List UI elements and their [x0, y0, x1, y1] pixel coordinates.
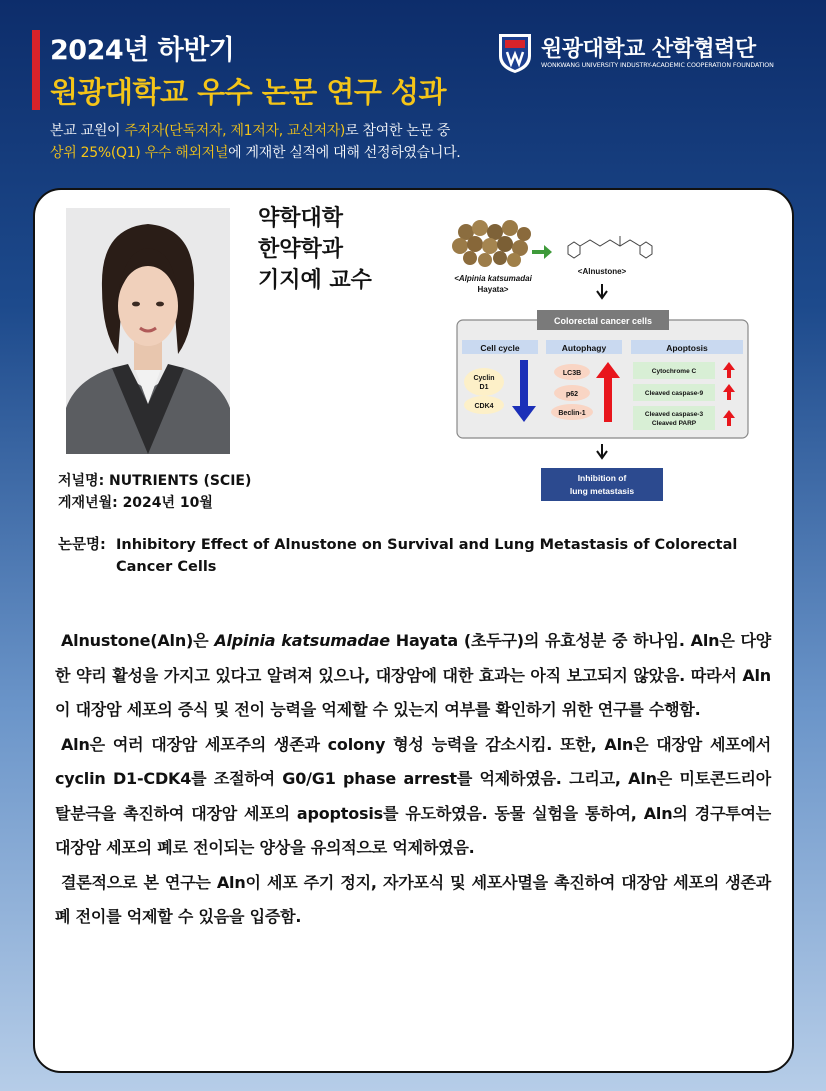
- result-line1: Inhibition of: [577, 473, 627, 483]
- casp9-label: Cleaved caspase-9: [644, 390, 704, 397]
- abstract-text: Hayata (초두구)의 유효성분 중 하나임. Aln은 다양한 약리 활성을 가지고 있다고 알려져 있으나, 대장암에 대한 효과는 아직 보고되지 않았음. 따라서 Aln이 대장암 세포의 증식 및 전이 능력을 억제할 수 있는지 여부를 확인하기 위한 연구를 수행함.: [55, 631, 771, 719]
- apoptosis-header: Apoptosis: [666, 343, 708, 353]
- parp-label: Cleaved PARP: [651, 420, 697, 427]
- page-title-year: 2024년 하반기: [50, 35, 235, 66]
- publication-date: 게재년월: 2024년 10월: [58, 495, 213, 511]
- intro-text-part: 로 참여한 논문 중: [345, 123, 451, 139]
- abstract: [55, 624, 771, 935]
- cell-cycle-header: Cell cycle: [480, 343, 520, 353]
- lc3b-label: LC3B: [562, 370, 582, 377]
- professor-photo: [66, 208, 230, 454]
- cytochrome-label: Cytochrome C: [651, 368, 697, 375]
- intro-text: [50, 120, 460, 164]
- abstract-paragraph: 결론적으로 본 연구는 Aln이 세포 주기 정지, 자가포식 및 세포사멸을 촉진하여 대장암 세포의 생존과 폐 전이를 억제할 수 있음을 입증함.: [55, 872, 771, 926]
- result-line2: lung metastasis: [569, 486, 635, 496]
- logo-korean-name: 원광대학교 산학협력단: [541, 37, 756, 62]
- publication-meta: [58, 470, 251, 514]
- alnustone-structure-icon: [568, 236, 652, 258]
- paper-title: Inhibitory Effect of Alnustone on Survival and Lung Metastasis of Colorectal Cancer Cells: [116, 537, 738, 575]
- abstract-paragraph: [55, 624, 771, 728]
- arrow-down-icon: [597, 284, 607, 298]
- university-logo: [497, 30, 787, 76]
- title-accent-bar: [32, 30, 40, 110]
- journal-name: 저널명: NUTRIENTS (SCIE): [58, 473, 252, 489]
- arrow-right-icon: [532, 245, 552, 259]
- professor-name: 기지예 교수: [258, 268, 372, 293]
- compound-label: <Alnustone>: [577, 267, 627, 276]
- cdk4-label: CDK4: [474, 403, 494, 410]
- college-name: 약학대학: [258, 206, 344, 231]
- intro-text-part: 에 게재한 실적에 대해 선정하였습니다.: [228, 145, 461, 161]
- logo-english-name: WONKWANG UNIVERSITY INDUSTRY-ACADEMIC COOPERATION FOUNDATION: [541, 62, 774, 69]
- d1-label: D1: [479, 384, 489, 391]
- intro-highlight: 상위 25%(Q1) 우수 해외저널: [50, 145, 229, 161]
- box-title: Colorectal cancer cells: [553, 316, 653, 326]
- page-title: 원광대학교 우수 논문 연구 성과: [50, 75, 447, 109]
- arrow-down-result-icon: [597, 444, 607, 458]
- professor-info: [258, 203, 372, 296]
- p62-label: p62: [565, 391, 579, 398]
- university-emblem-icon: [497, 30, 533, 74]
- department-name: 한약학과: [258, 237, 344, 262]
- plant-label-italic: <Alpinia katsumadai: [454, 274, 532, 283]
- mechanism-diagram: [440, 210, 770, 510]
- cyclin-bg: [464, 368, 504, 396]
- intro-text-part: 본교 교원이: [50, 123, 125, 139]
- abstract-text: Alnustone(Aln)은: [61, 631, 215, 650]
- paper-title-label: 논문명:: [58, 537, 106, 553]
- autophagy-header: Autophagy: [561, 343, 607, 353]
- cyclin-label: Cyclin: [473, 375, 495, 382]
- plant-label: Hayata>: [477, 285, 509, 294]
- casp3-label: Cleaved caspase-3: [644, 411, 704, 418]
- beclin-label: Beclin-1: [558, 410, 586, 417]
- paper-title-block: [58, 534, 738, 578]
- abstract-paragraph: Aln은 여러 대장암 세포주의 생존과 colony 형성 능력을 감소시킴. 또한, Aln은 대장암 세포에서 cyclin D1-CDK4를 조절하여 G0/G1 phase arrest를 억제하였음. 그리고, Aln은 미토콘드리아 탈분극을 촉진하여 대장암 세포의 apoptosis를 유도하였음. 동물 실험을 통하여, Aln의 경구투여는 대장암 세포의 폐로 전이되는 양상을 유의적으로 억제하였음.: [55, 734, 771, 857]
- species-name: Alpinia katsumadae: [214, 631, 390, 650]
- plant-seeds-icon: [452, 220, 531, 267]
- intro-highlight: 주저자(단독저자, 제1저자, 교신저자): [124, 123, 346, 139]
